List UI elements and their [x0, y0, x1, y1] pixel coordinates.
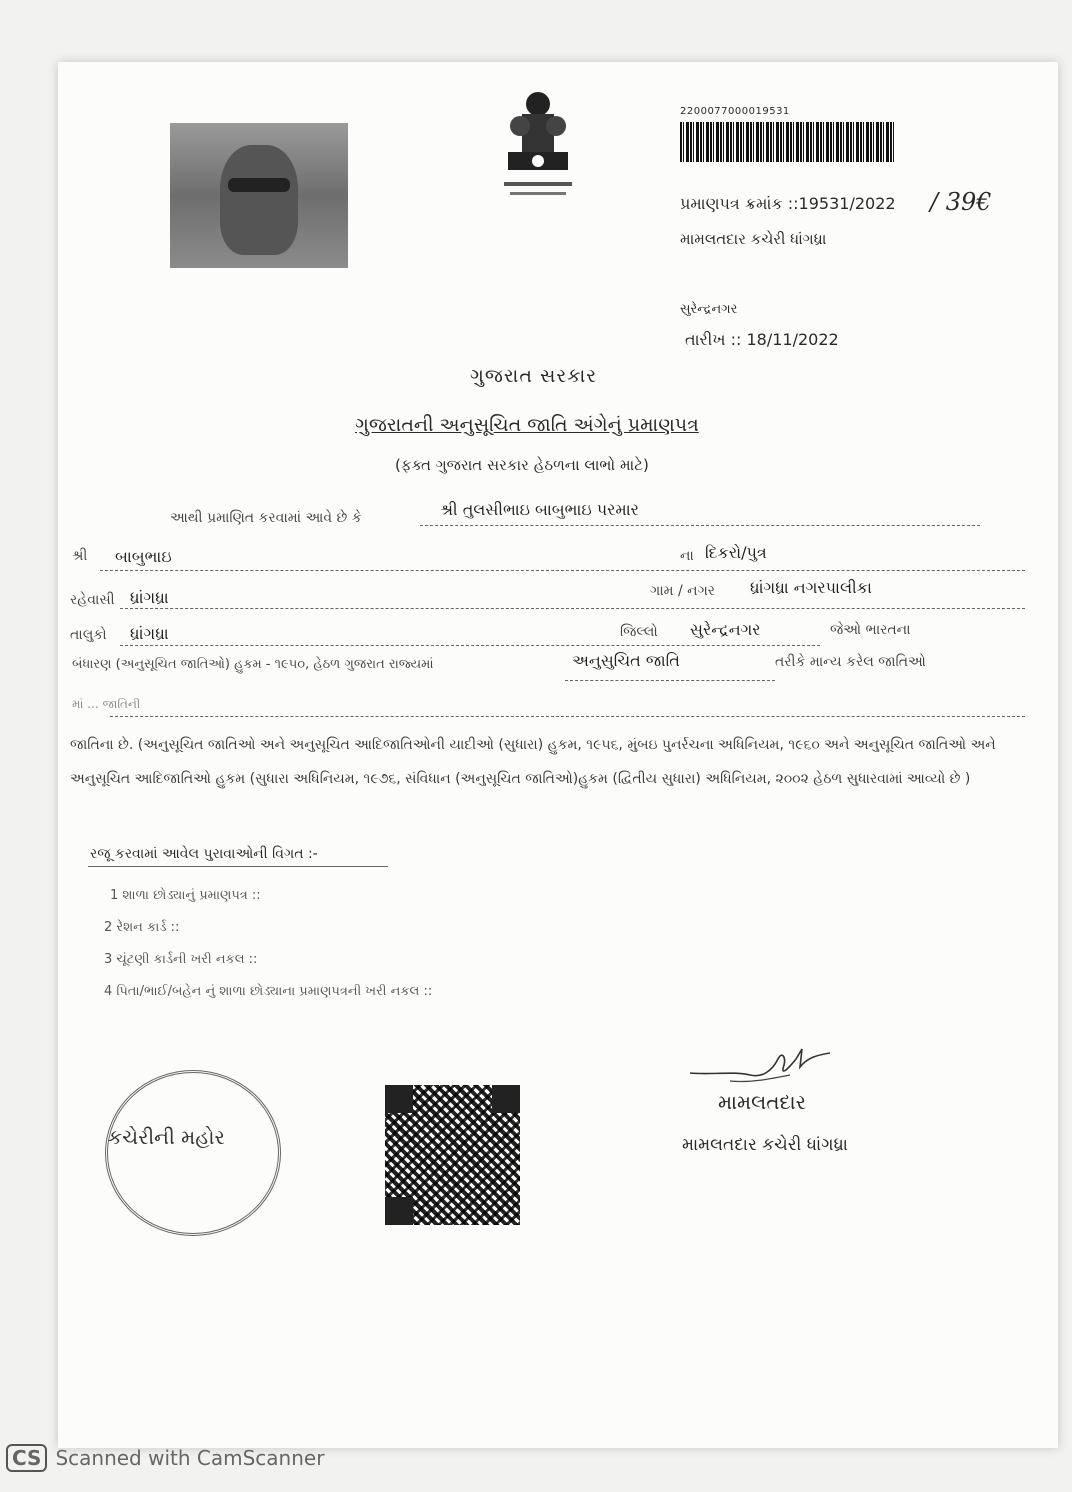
applicant-photo	[170, 123, 348, 268]
shri-label: શ્રી	[72, 548, 88, 564]
certificate-number-value: ::19531/2022	[787, 194, 896, 213]
taluka: ધ્રાંગધ્રા	[130, 624, 169, 643]
qr-code	[385, 1085, 520, 1225]
caste-category: અનુસુચિત જાતિ	[572, 651, 680, 670]
father-name: બાબુભાઇ	[115, 547, 172, 566]
resident-label: રહેવાસી	[70, 592, 115, 608]
fill-line	[100, 570, 1025, 571]
fill-line	[110, 716, 1025, 717]
taluka-label: તાલુકો	[70, 627, 107, 643]
resident: ધ્રાંગધ્રા	[130, 588, 169, 607]
order-text: બંધારણ (અનુસૂચિત જાતિઓ) હુકમ - ૧૯૫૦, હેઠળ ગુજરાત રાજ્યમાં	[72, 657, 434, 672]
relation: દિકરો/પુત્ર	[705, 543, 767, 562]
bharat-text: જેઓ ભારતના	[830, 622, 911, 638]
scanner-text: Scanned with CamScanner	[55, 1446, 325, 1470]
officer-office: મામલતદાર કચેરી ધાંગધ્રા	[682, 1135, 848, 1155]
certificate-number	[680, 194, 896, 214]
certificate-number-label: પ્રમાણપત્ર ક્રમાંક	[680, 194, 783, 213]
state-emblem-icon	[488, 86, 588, 211]
issue-date	[685, 330, 839, 350]
na-label: ના	[680, 548, 694, 564]
date-value: 18/11/2022	[746, 330, 839, 349]
document-item: 1 શાળા છોડ્યાનું પ્રમાણપત્ર ::	[110, 888, 261, 903]
photo-glasses	[228, 178, 290, 192]
document-item: 3 ચૂંટણી કાર્ડની ખરી નકલ ::	[104, 952, 258, 967]
document-item: 2 રેશન કાર્ડ ::	[104, 920, 180, 935]
fill-line	[565, 680, 775, 681]
district-label: જિલ્લો	[620, 624, 658, 640]
applicant-name: શ્રી તુલસીભાઇ બાબુભાઇ પરમાર	[440, 500, 639, 519]
camscanner-logo: CS	[6, 1444, 47, 1472]
document-item: 4 પિતા/ભાઈ/બહેન નું શાળા છોડ્યાના પ્રમાણપત્રની ખરી નકલ ::	[104, 984, 433, 999]
heading-underline	[88, 866, 388, 867]
legal-paragraph: જાતિના છે. (અનુસૂચિત જાતિઓ અને અનુસૂચિત આદિજાતિઓની યાદીઓ (સુધારા) હુકમ, ૧૯૫૬, મુંબઇ પુનર્રચના અધિનિયમ, ૧૯૬૦ અને અનુસૂચિત જાતિઓ અને અનુસૂચિત આદિજાતિઓ હુકમ (સુધારા અધિનિયમ, ૧૯૭૬, સંવિધાન (અનુસૂચિત જાતિઓ)હુકમ (દ્વિતીય સુધારા) અધિનિયમ, ૨૦૦૨ હેઠળ સુધારવામાં આવ્યો છે )	[70, 737, 996, 787]
issuing-office: મામલતદાર કચેરી ધાંગધ્રા	[680, 230, 827, 248]
photo-face	[220, 145, 298, 255]
caste-line: માં ... જાતિની	[72, 697, 141, 711]
date-label: તારીખ ::	[685, 330, 742, 349]
barcode	[680, 122, 895, 162]
seal-text: કચેરીની મહોર	[108, 1125, 225, 1149]
office-seal	[105, 1070, 281, 1236]
signature-icon	[690, 1045, 830, 1090]
scanner-watermark	[6, 1444, 324, 1472]
fill-line	[420, 525, 980, 526]
district: સુરેન્દ્રનગર	[690, 620, 761, 639]
place: સુરેન્દ્રનગર	[680, 302, 738, 317]
certify-prefix: આથી પ્રમાણિત કરવામાં આવે છે કે	[170, 510, 362, 526]
village-label: ગામ / નગર	[650, 583, 716, 599]
handwritten-note: / 39€	[930, 188, 992, 216]
fill-line	[120, 608, 1025, 609]
fill-line	[120, 645, 820, 646]
certificate-title: ગુજરાતની અનુસૂચિત જાતિ અંગેનું પ્રમાણપત્ર	[355, 414, 699, 436]
government-title: ગુજરાત સરકાર	[470, 365, 598, 387]
officer-title: મામલતદાર	[718, 1090, 806, 1114]
village: ધ્રાંગધ્રા નગરપાલીકા	[750, 578, 872, 597]
barcode-number: 2200077000019531	[680, 106, 790, 117]
documents-heading: રજૂ કરવામાં આવેલ પુરાવાઓની વિગત :-	[90, 846, 318, 862]
certificate-subtitle: (ફક્ત ગુજરાત સરકાર હેઠળના લાભો માટે)	[395, 456, 649, 474]
recognized-text: તરીકે માન્ય કરેલ જાતિઓ	[775, 654, 926, 670]
